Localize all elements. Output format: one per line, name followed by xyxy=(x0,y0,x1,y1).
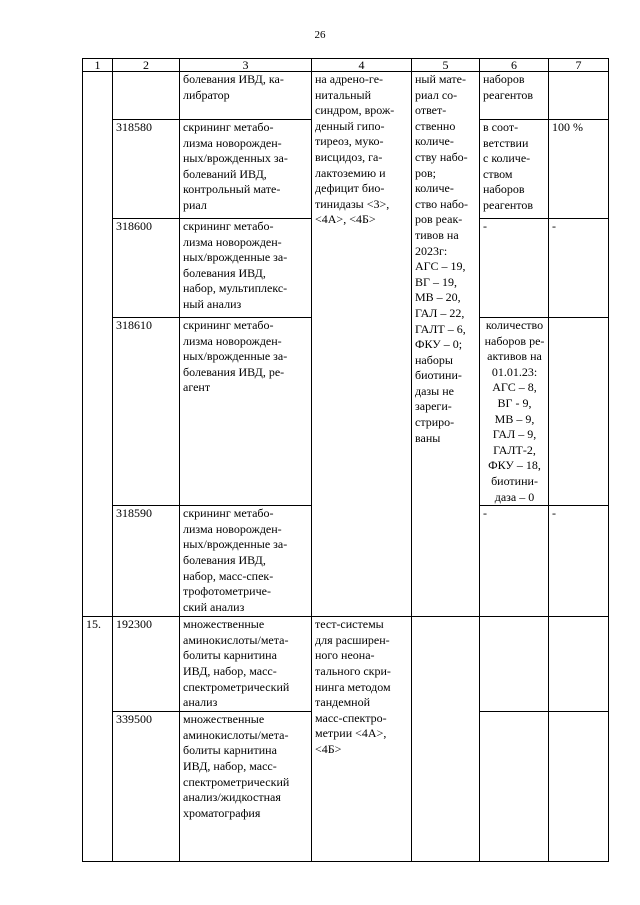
code-cell: 339500 xyxy=(113,712,180,862)
table-row-continued xyxy=(83,72,609,120)
header-col-1: 1 xyxy=(83,59,113,72)
medical-devices-table xyxy=(82,58,609,862)
col6-cell: - xyxy=(480,506,549,617)
code-cell: 192300 xyxy=(113,617,180,712)
table-row xyxy=(83,617,609,712)
code-cell: 318580 xyxy=(113,120,180,219)
group14-quantity-cell: ный мате- риал со- ответ- ственно количе- ству набо- ров; количе- ство набо- ров реак- тивов на 2023г: АГС – 19, ВГ – 19, МВ – 20, ГАЛ – 22, ГАЛТ – 6, ФКУ – 0; наборы биотини- дазы не зареги- стриро- ваны xyxy=(412,72,480,617)
group15-purpose-cell: тест-системы для расширен- ного неона- тального скри- нинга методом тандемной масс-спектро- метрии <4А>, <4Б> xyxy=(312,617,412,862)
code-cell: 318590 xyxy=(113,506,180,617)
name-cell: множественные аминокислоты/мета- болиты карнитина ИВД, набор, масс- спектрометрический анализ xyxy=(180,617,312,712)
header-col-4: 4 xyxy=(312,59,412,72)
col6-cell: в соот- ветствии с количе- ством наборов реагентов xyxy=(480,120,549,219)
name-cell: скрининг метабо- лизма новорожден- ных/врожденные за- болевания ИВД, набор, масс-спек- трофотометриче- ский анализ xyxy=(180,506,312,617)
header-col-5: 5 xyxy=(412,59,480,72)
name-cell: скрининг метабо- лизма новорожден- ных/врожденные за- болевания ИВД, набор, мультиплекс- ный анализ xyxy=(180,219,312,318)
header-col-7: 7 xyxy=(549,59,609,72)
code-cell: 318610 xyxy=(113,318,180,506)
continued-name-cell: болевания ИВД, ка- либратор xyxy=(180,72,312,120)
col7-cell xyxy=(549,712,609,862)
col7-cell: - xyxy=(549,506,609,617)
col6-cell: - xyxy=(480,219,549,318)
group15-number-cell: 15. xyxy=(83,617,113,862)
col7-cell xyxy=(549,318,609,506)
header-col-6: 6 xyxy=(480,59,549,72)
page-number: 26 xyxy=(314,29,326,41)
name-cell: скрининг метабо- лизма новорожден- ных/врожденных за- болеваний ИВД, контрольный мате- риал xyxy=(180,120,312,219)
continued-col7-cell xyxy=(549,72,609,120)
header-col-3: 3 xyxy=(180,59,312,72)
col6-cell xyxy=(480,617,549,712)
col7-cell xyxy=(549,617,609,712)
col7-cell: 100 % xyxy=(549,120,609,219)
code-cell: 318600 xyxy=(113,219,180,318)
name-cell: множественные аминокислоты/мета- болиты карнитина ИВД, набор, масс- спектрометрический анализ/жидкостная хроматография xyxy=(180,712,312,862)
col7-cell: - xyxy=(549,219,609,318)
table-header-row xyxy=(83,59,609,72)
continued-col6-cell: наборов реагентов xyxy=(480,72,549,120)
continued-code-cell xyxy=(113,72,180,120)
header-col-2: 2 xyxy=(113,59,180,72)
group14-number-cell xyxy=(83,72,113,617)
col6-cell: количество наборов ре- активов на 01.01.23: АГС – 8, ВГ - 9, МВ – 9, ГАЛ – 9, ГАЛТ-2, ФКУ – 18, биотини- даза – 0 xyxy=(480,318,549,506)
group14-purpose-cell: на адрено-ге- нитальный синдром, врож- денный гипо- тиреоз, муко- висцидоз, га- лактоземию и дефицит био- тинидазы <3>, <4А>, <4Б> xyxy=(312,72,412,617)
name-cell: скрининг метабо- лизма новорожден- ных/врожденные за- болевания ИВД, ре- агент xyxy=(180,318,312,506)
group15-quantity-cell xyxy=(412,617,480,862)
col6-cell xyxy=(480,712,549,862)
